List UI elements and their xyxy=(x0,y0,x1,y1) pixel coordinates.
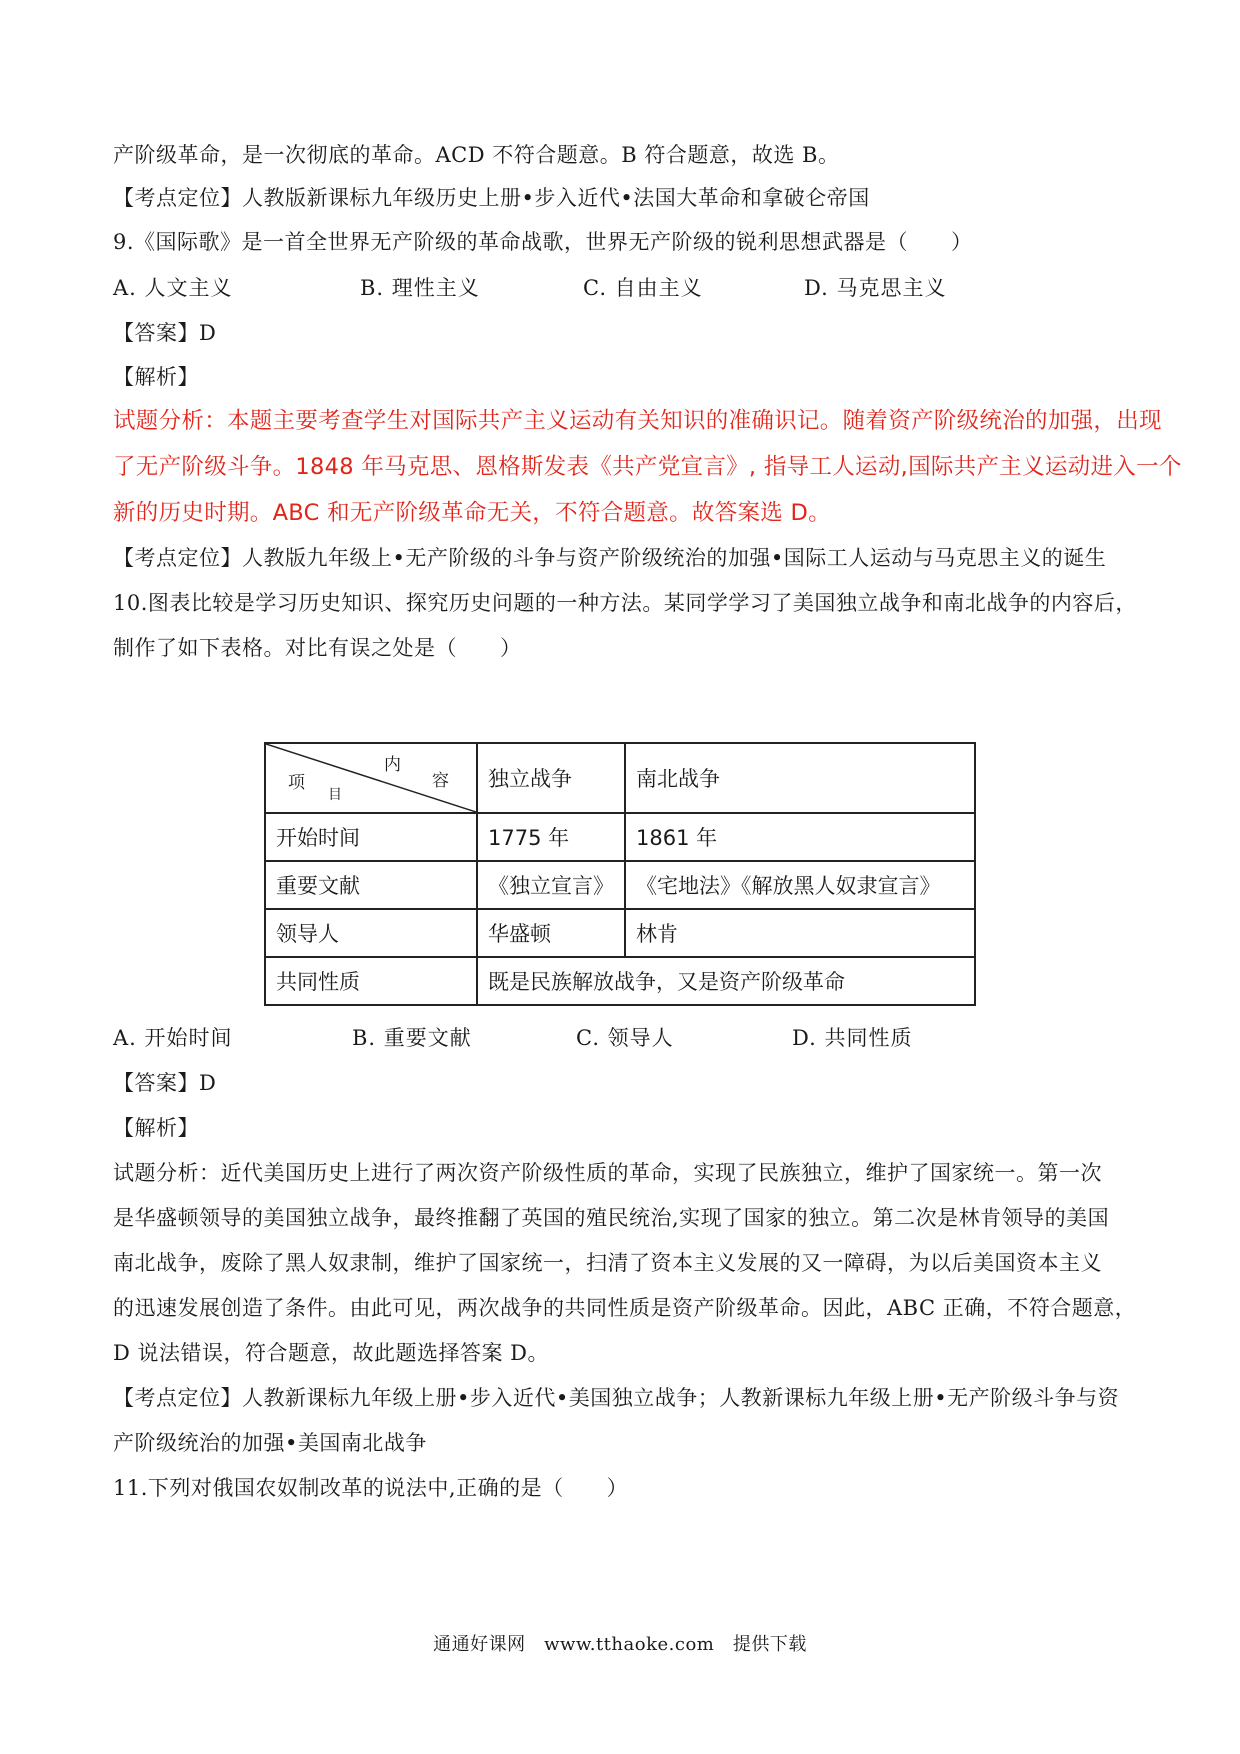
option-b: B. 重要文献 xyxy=(352,1026,472,1050)
analysis-line: 是华盛顿领导的美国独立战争，最终推翻了英国的殖民统治,实现了国家的独立。第二次是林肯领导的美国 xyxy=(113,1206,1110,1230)
row-label: 共同性质 xyxy=(265,957,477,1005)
comparison-table xyxy=(264,742,976,1006)
header-content-char: 内 xyxy=(384,755,401,775)
analysis-line: 试题分析：近代美国历史上进行了两次资产阶级性质的革命，实现了民族独立，维护了国家统一。第一次 xyxy=(113,1161,1102,1185)
question-10: 10.图表比较是学习历史知识、探究历史问题的一种方法。某同学学习了美国独立战争和南北战争的内容后， xyxy=(113,591,1137,615)
option-d: D. 共同性质 xyxy=(792,1026,913,1050)
option-d: D. 马克思主义 xyxy=(804,276,947,300)
option-b: B. 理性主义 xyxy=(360,276,480,300)
analysis-label: 【解析】 xyxy=(113,1116,199,1140)
diagonal-header-cell xyxy=(265,743,477,813)
table-row xyxy=(265,743,975,813)
table-row xyxy=(265,861,975,909)
header-content-char: 容 xyxy=(432,771,449,791)
column-header: 南北战争 xyxy=(625,743,975,813)
option-c: C. 自由主义 xyxy=(583,276,703,300)
analysis-line: 的迅速发展创造了条件。由此可见，两次战争的共同性质是资产阶级革命。因此，ABC 正确，不符合题意， xyxy=(113,1296,1137,1320)
answer-label: 【答案】D xyxy=(113,321,217,345)
table-cell: 1775 年 xyxy=(477,813,625,861)
analysis-red-line: 新的历史时期。ABC 和无产阶级革命无关，不符合题意。故答案选 D。 xyxy=(113,500,831,526)
header-item-char: 项 xyxy=(288,773,305,793)
table-cell: 《独立宣言》 xyxy=(477,861,625,909)
kaodian-line: 【考点定位】人教版九年级上•无产阶级的斗争与资产阶级统治的加强•国际工人运动与马克思主义的诞生 xyxy=(113,546,1107,570)
answer-label: 【答案】D xyxy=(113,1071,217,1095)
table-cell-merged: 既是民族解放战争，又是资产阶级革命 xyxy=(477,957,975,1005)
table-row xyxy=(265,909,975,957)
table-cell: 《宅地法》《解放黑人奴隶宣言》 xyxy=(625,861,975,909)
analysis-line: 南北战争，废除了黑人奴隶制，维护了国家统一，扫清了资本主义发展的又一障碍，为以后美国资本主义 xyxy=(113,1251,1102,1275)
table-row xyxy=(265,957,975,1005)
option-a: A. 人文主义 xyxy=(113,276,233,300)
table-cell: 1861 年 xyxy=(625,813,975,861)
row-label: 领导人 xyxy=(265,909,477,957)
column-header: 独立战争 xyxy=(477,743,625,813)
analysis-label: 【解析】 xyxy=(113,365,199,389)
table-cell: 林肯 xyxy=(625,909,975,957)
row-label: 开始时间 xyxy=(265,813,477,861)
analysis-red-line: 了无产阶级斗争。1848 年马克思、恩格斯发表《共产党宣言》, 指导工人运动,国际共产主义运动进入一个 xyxy=(113,454,1182,480)
text-line: 产阶级革命，是一次彻底的革命。ACD 不符合题意。B 符合题意，故选 B。 xyxy=(113,143,840,167)
kaodian-line: 【考点定位】人教版新课标九年级历史上册•步入近代•法国大革命和拿破仑帝国 xyxy=(113,186,870,210)
analysis-red-line: 试题分析：本题主要考查学生对国际共产主义运动有关知识的准确识记。随着资产阶级统治的加强，出现 xyxy=(113,408,1162,434)
question-9: 9.《国际歌》是一首全世界无产阶级的革命战歌，世界无产阶级的锐利思想武器是（ ） xyxy=(113,230,973,254)
header-item-char: 目 xyxy=(328,787,342,803)
question-10-cont: 制作了如下表格。对比有误之处是（ ） xyxy=(113,636,522,660)
kaodian-line: 产阶级统治的加强•美国南北战争 xyxy=(113,1431,427,1455)
page-footer: 通通好课网 www.tthaoke.com 提供下载 xyxy=(433,1634,807,1655)
row-label: 重要文献 xyxy=(265,861,477,909)
question-11: 11.下列对俄国农奴制改革的说法中,正确的是（ ） xyxy=(113,1476,629,1500)
table-row xyxy=(265,813,975,861)
option-a: A. 开始时间 xyxy=(113,1026,233,1050)
option-c: C. 领导人 xyxy=(576,1026,674,1050)
table-cell: 华盛顿 xyxy=(477,909,625,957)
analysis-line: D 说法错误，符合题意，故此题选择答案 D。 xyxy=(113,1341,550,1365)
kaodian-line: 【考点定位】人教新课标九年级上册•步入近代•美国独立战争；人教新课标九年级上册•无产阶级斗争与资 xyxy=(113,1386,1120,1410)
